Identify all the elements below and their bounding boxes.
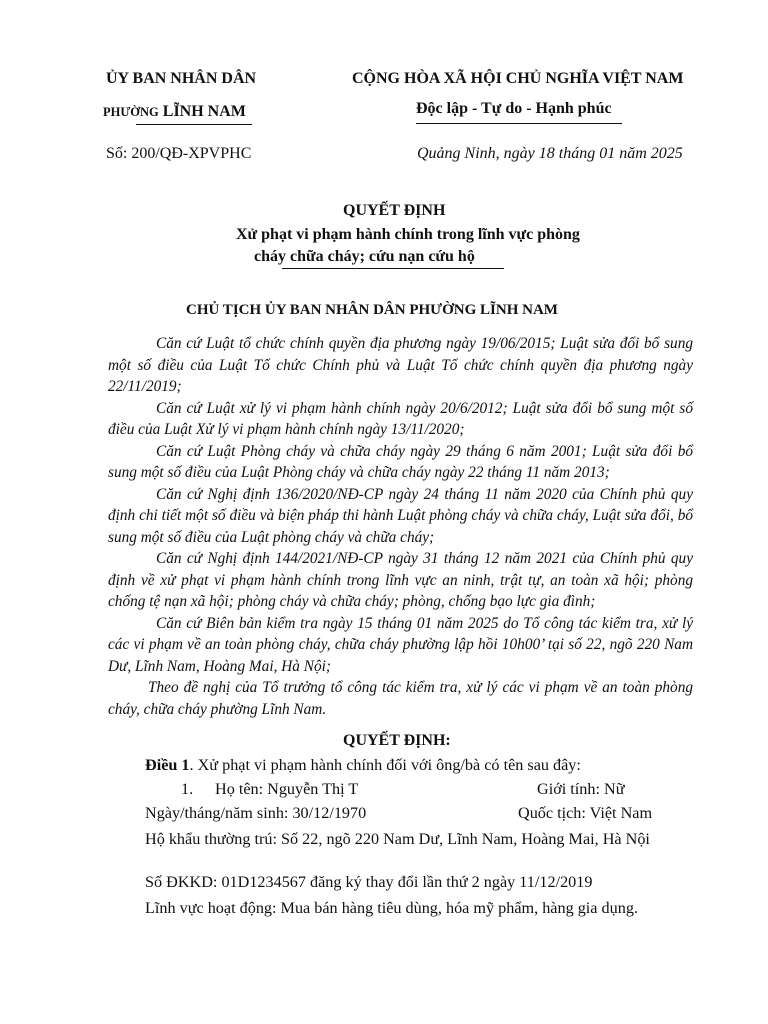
authority-heading: CHỦ TỊCH ỦY BAN NHÂN DÂN PHƯỜNG LĨNH NAM	[186, 302, 558, 318]
article-1-text: . Xử phạt vi phạm hành chính đối với ông/bà có tên sau đây:	[189, 756, 581, 774]
basis-item: Căn cứ Luật tổ chức chính quyền địa phương ngày 19/06/2015; Luật sửa đổi bổ sung một số điều của Luật Tổ chức Chính phủ và Luật Tổ chức chính quyền địa phương ngày 22/11/2019;	[108, 335, 693, 395]
legal-bases	[108, 333, 693, 720]
basis-item: Căn cứ Luật xử lý vi phạm hành chính ngày 20/6/2012; Luật sửa đổi bổ sung một số điều của Luật Xử lý vi phạm hành chính ngày 13/11/2020;	[108, 399, 693, 438]
issuer-line1: ỦY BAN NHÂN DÂN	[106, 70, 257, 87]
subtitle-underline	[282, 268, 504, 269]
place-date: Quảng Ninh, ngày 18 tháng 01 năm 2025	[417, 145, 683, 162]
basis-item: Căn cứ Nghị định 144/2021/NĐ-CP ngày 31 tháng 12 năm 2021 của Chính phủ quy định về xử phạt vi phạm hành chính trong lĩnh vực an ninh, trật tự, an toàn xã hội; phòng chống tệ nạn xã hội; phòng cháy và chữa cháy; phòng, chống bạo lực gia đình;	[108, 550, 693, 610]
person-nationality: Quốc tịch: Việt Nam	[518, 804, 653, 822]
business-field: Lĩnh vực hoạt động: Mua bán hàng tiêu dùng, hóa mỹ phẩm, hàng gia dụng.	[145, 899, 638, 917]
basis-item: Căn cứ Biên bản kiểm tra ngày 15 tháng 01 năm 2025 do Tổ công tác kiểm tra, xử lý các vi phạm về an toàn phòng cháy, chữa cháy phường lập hồi 10h00’ tại số 22, ngõ 220 Nam Dư, Lĩnh Nam, Hoàng Mai, Hà Nội;	[108, 614, 693, 675]
issuer-ward-prefix: PHƯỜNG	[103, 105, 159, 119]
person-name: Họ tên: Nguyễn Thị T	[215, 780, 359, 798]
article-1-intro	[145, 756, 581, 775]
national-motto: Độc lập - Tự do - Hạnh phúc	[416, 100, 612, 117]
person-residence: Hộ khẩu thường trú: Số 22, ngõ 220 Nam Dư, Lĩnh Nam, Hoàng Mai, Hà Nội	[145, 830, 650, 848]
basis-item: Căn cứ Luật Phòng cháy và chữa cháy ngày 29 tháng 6 năm 2001; Luật sửa đổi bổ sung một số điều của Luật Phòng cháy và chữa cháy ngày 22 tháng 11 năm 2013;	[108, 442, 693, 481]
document-subtitle-line1: Xử phạt vi phạm hành chính trong lĩnh vực phòng	[236, 226, 580, 243]
issuer-ward-name: LĨNH NAM	[162, 103, 246, 120]
basis-item: Theo đề nghị của Tổ trưởng tổ công tác kiểm tra, xử lý các vi phạm về an toàn phòng cháy, chữa cháy phường Lĩnh Nam.	[108, 679, 693, 718]
basis-item: Căn cứ Nghị định 136/2020/NĐ-CP ngày 24 tháng 11 năm 2020 của Chính phủ quy định chi tiết một số điều và biện pháp thi hành Luật phòng cháy và chữa cháy, Luật sửa đổi, bổ sung một số điều của Luật phòng cháy và chữa cháy;	[108, 485, 693, 546]
business-registration: Số ĐKKD: 01D1234567 đăng ký thay đổi lần thứ 2 ngày 11/12/2019	[145, 873, 593, 891]
issuer-line2	[103, 103, 246, 121]
motto-underline	[416, 123, 622, 124]
document-title: QUYẾT ĐỊNH	[343, 202, 446, 219]
article-1-label: Điều 1	[145, 756, 190, 774]
person-gender: Giới tính: Nữ	[537, 780, 625, 798]
decision-heading: QUYẾT ĐỊNH:	[343, 732, 451, 749]
national-title: CỘNG HÒA XÃ HỘI CHỦ NGHĨA VIỆT NAM	[352, 70, 684, 87]
issuer-underline	[136, 124, 252, 125]
item-number: 1.	[181, 780, 194, 798]
document-number: Số: 200/QĐ-XPVPHC	[106, 145, 252, 162]
document-subtitle-line2: cháy chữa cháy; cứu nạn cứu hộ	[254, 248, 475, 265]
person-dob: Ngày/tháng/năm sinh: 30/12/1970	[145, 804, 367, 822]
